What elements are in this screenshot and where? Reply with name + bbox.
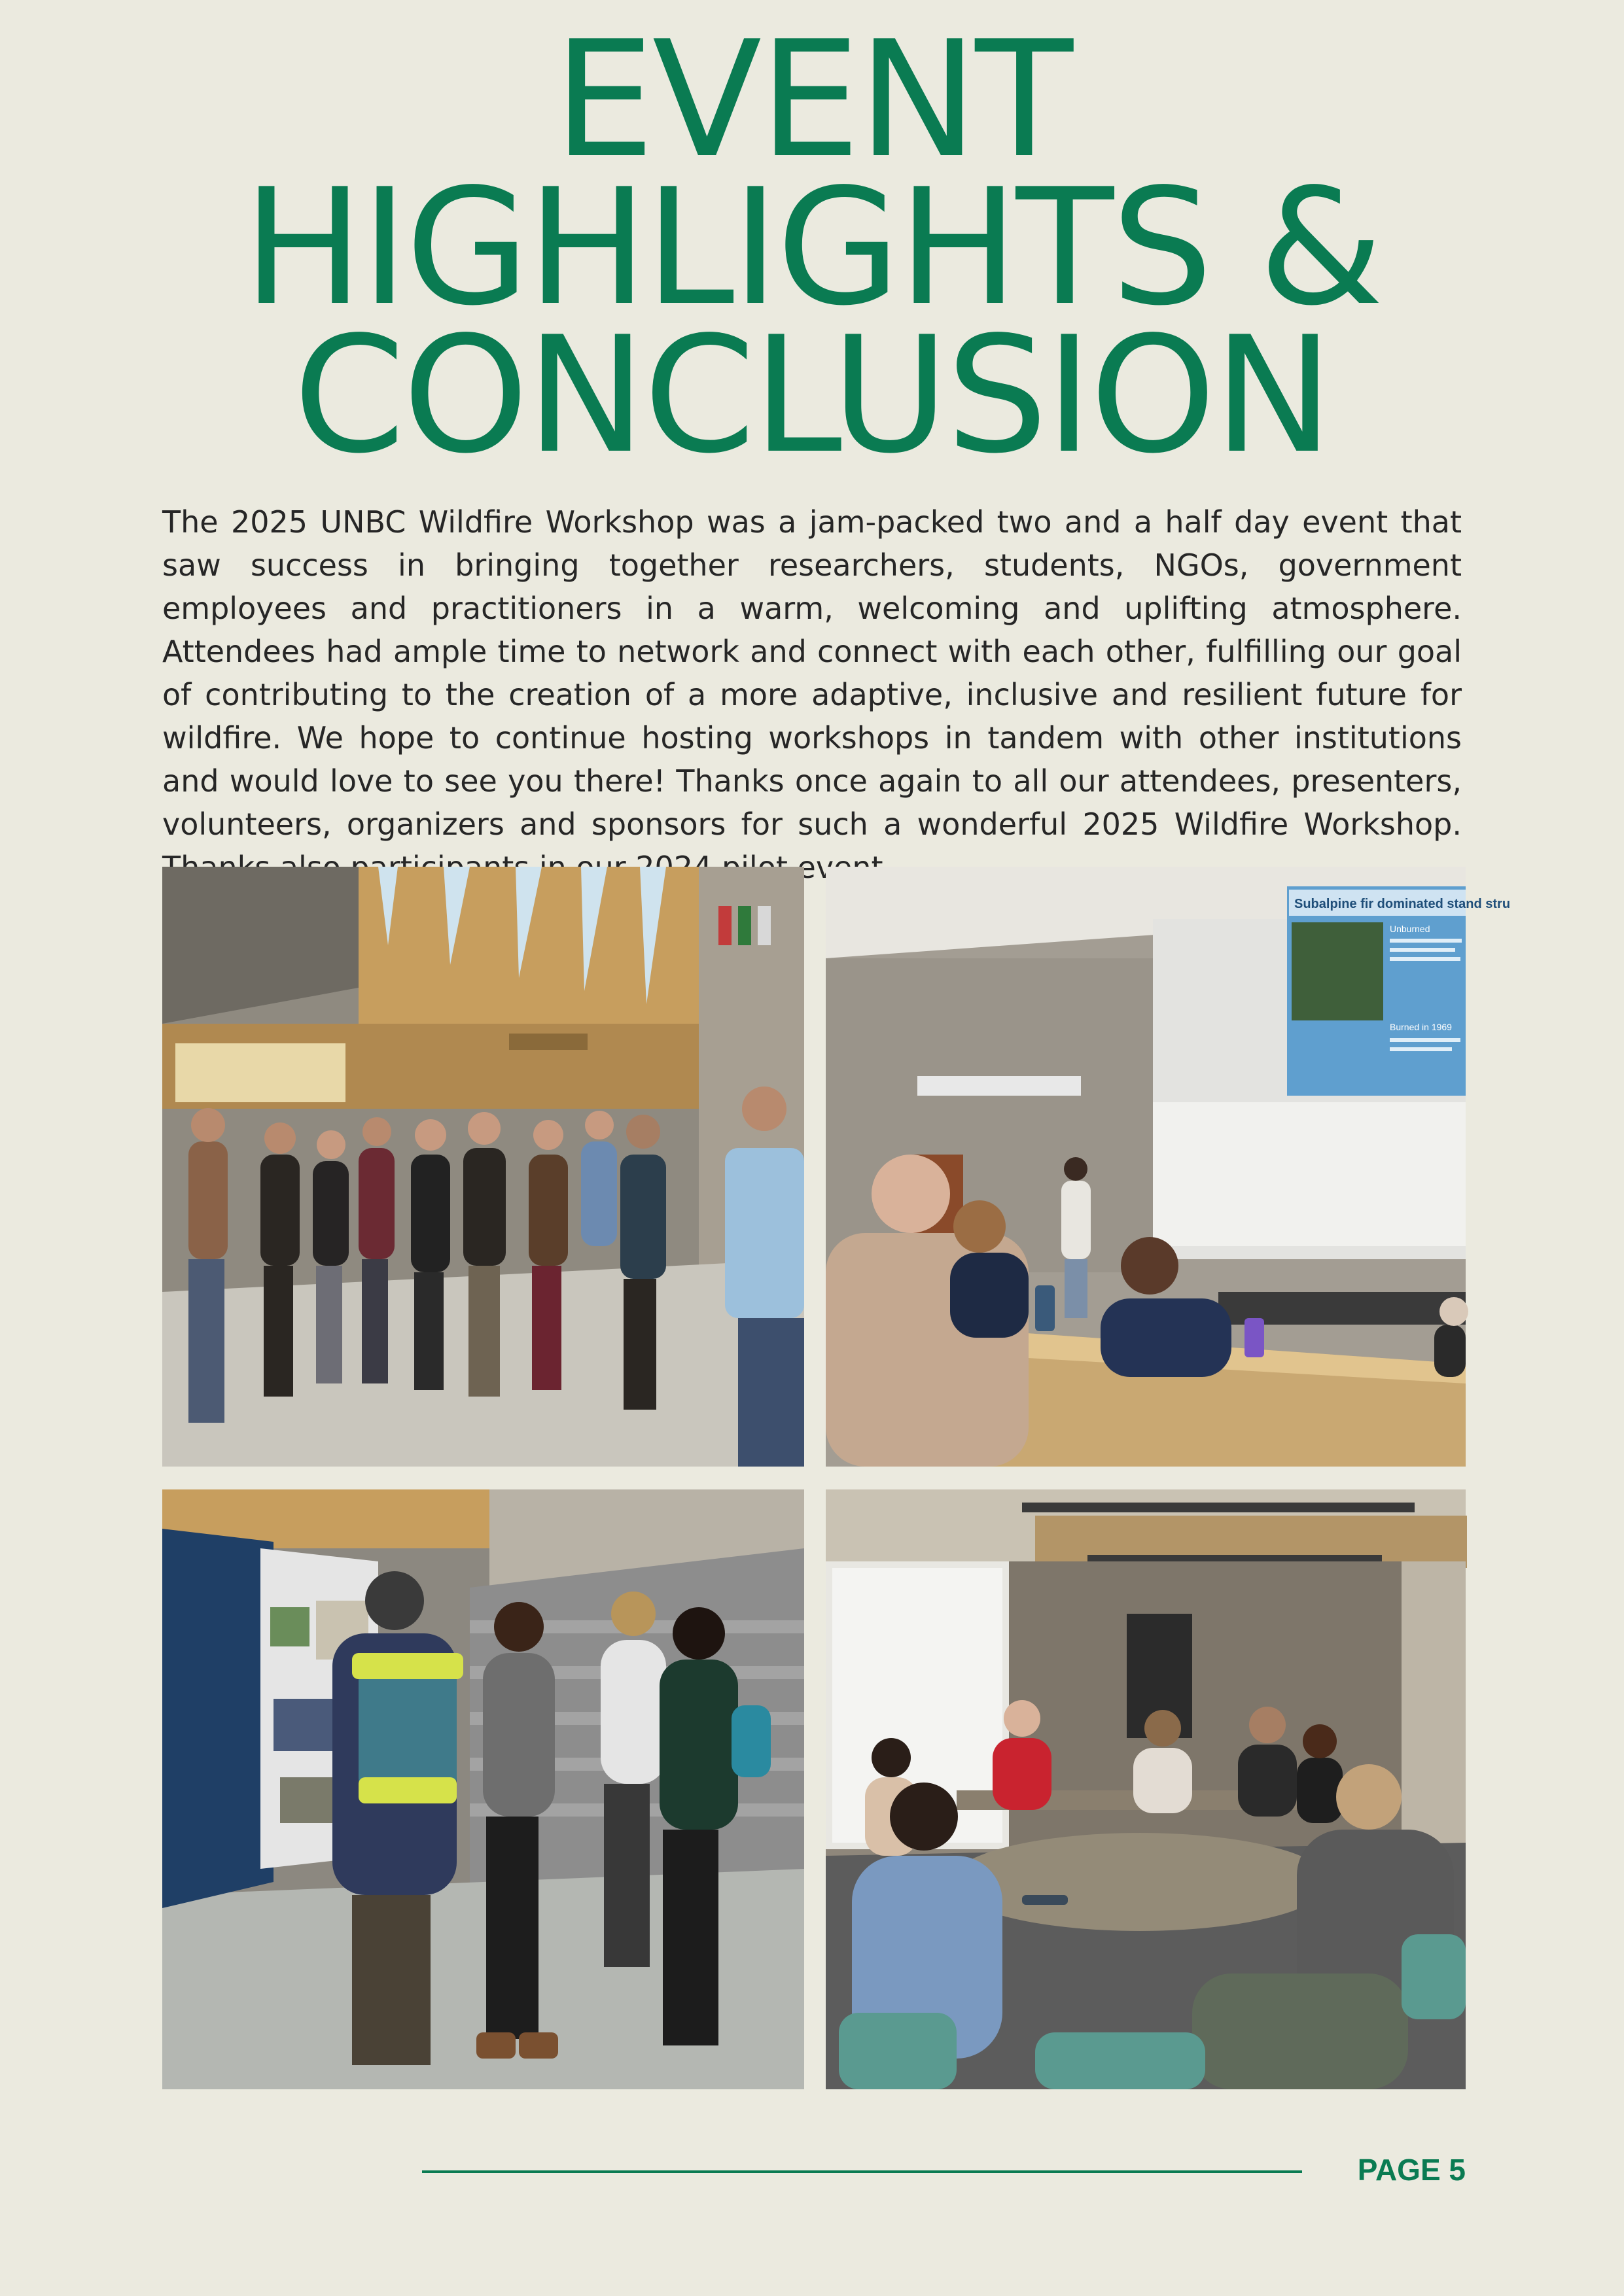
title-line-1: EVENT [553,7,1071,193]
photo-group-atrium [162,867,804,1467]
page-title [0,7,1624,489]
page-number: PAGE 5 [1357,2153,1466,2187]
photo-round-table [826,1489,1466,2089]
photo-poster-session [162,1489,804,2089]
footer-divider [422,2170,1302,2173]
slide-label-unburned: Unburned [1390,924,1430,934]
title-line-2: HIGHLIGHTS & [243,154,1381,341]
title-line-3: CONCLUSION [293,302,1331,489]
photo-lecture-presentation [826,867,1511,1467]
slide-title: Subalpine fir dominated stand stru [1294,897,1511,911]
conclusion-paragraph: The 2025 UNBC Wildfire Workshop was a jam-packed two and a half day event that saw success in bringing together researchers, students, NGOs, government employees and practitioners in a warm, welcoming and uplifting atmosphere. Attendees had ample time to network and connect with each other, fulfilling our goal of contributing to the creation of a more adaptive, inclusive and resilient future for wildfire. We hope to continue hosting workshops in tandem with other institutions and would love to see you there! Thanks once again to all our attendees, presenters, volunteers, organizers and sponsors for such a wonderful 2025 Wildfire Workshop. [162,504,1462,842]
slide-label-burned: Burned in 1969 [1390,1022,1452,1032]
